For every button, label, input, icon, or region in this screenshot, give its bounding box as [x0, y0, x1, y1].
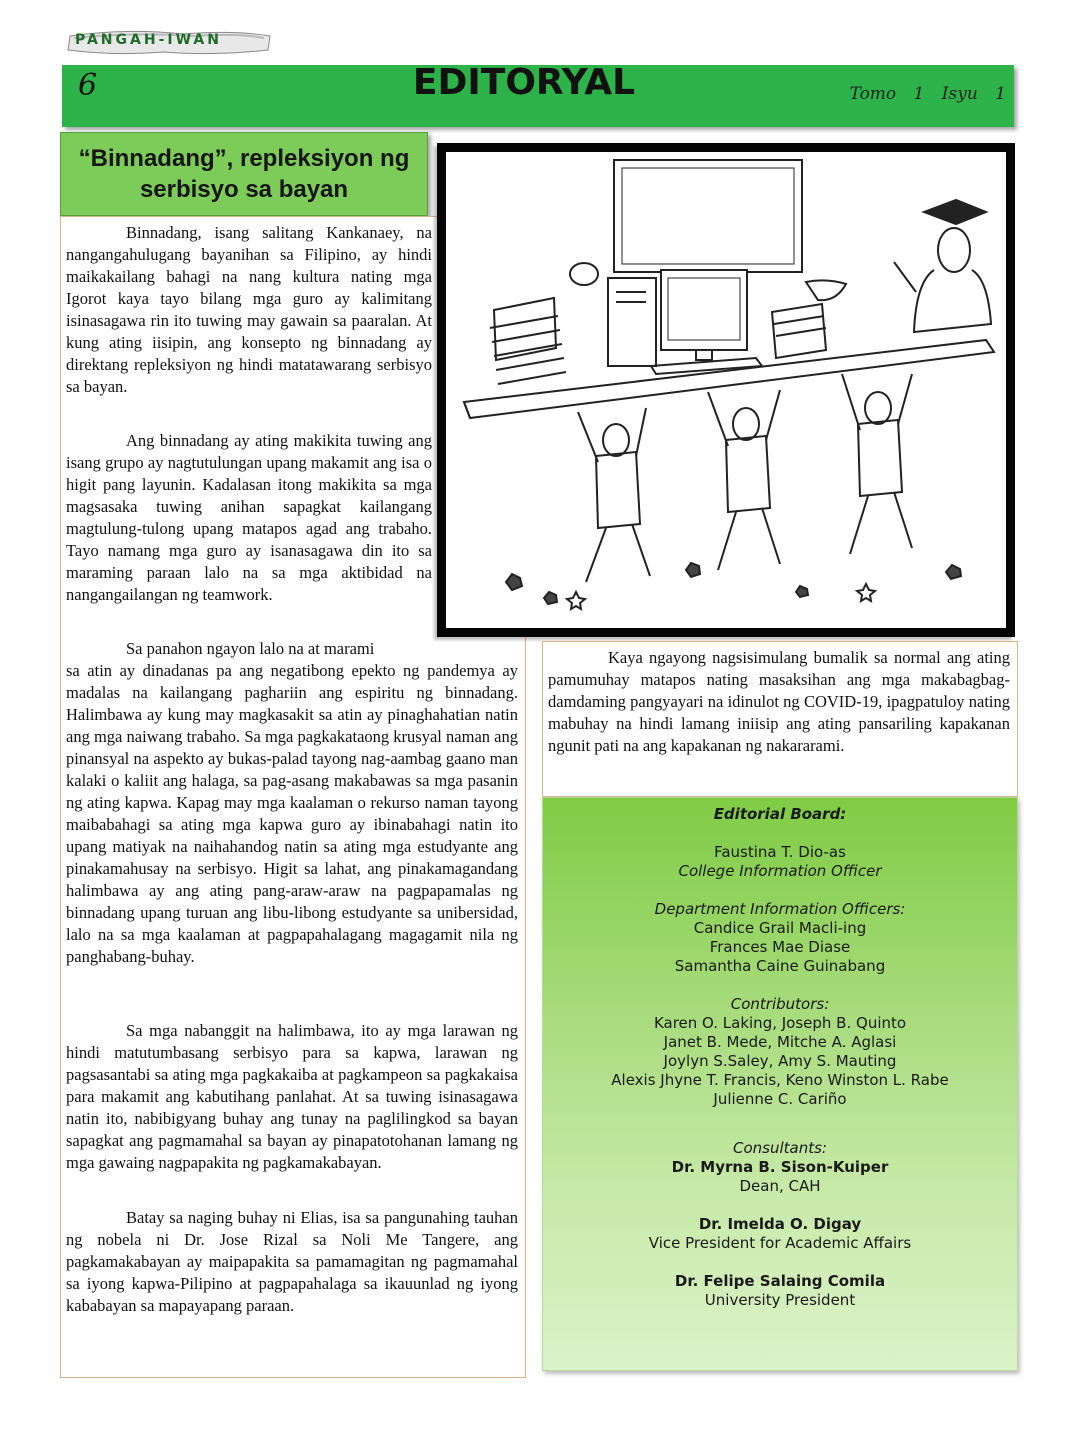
- contributor-line: Karen O. Laking, Joseph B. Quinto: [653, 1014, 907, 1032]
- consultant-name: Dr. Imelda O. Digay: [698, 1215, 862, 1233]
- editorial-illustration: [437, 143, 1015, 637]
- article-paragraph-1: Binnadang, isang salitang Kankanaey, na nangangahulugang bayanihan sa Filipino, ay hindi maikakailang bahagi na nang kultura nating mga Igorot kaya tayo bilang mga guro ay kalimitang isinasagawa rin ito tuwing may gawain sa paaralan. At kung ating iisipin, ang konsepto ng binnadang ay direktang repleksiyon ng hindi matatawarang serbisyo sa bayan.: [66, 223, 432, 396]
- contributor-line: Alexis Jhyne T. Francis, Keno Winston L. Rabe: [611, 1071, 949, 1089]
- page-number: 6: [78, 68, 98, 103]
- contributor-line: Joylyn S.Saley, Amy S. Mauting: [663, 1052, 897, 1070]
- issue-info: Tomo 1 Isyu 1: [849, 84, 1006, 104]
- article-paragraph-3-start: Sa panahon ngayon lalo na at marami: [126, 639, 375, 658]
- contributor-line: Julienne C. Cariño: [713, 1090, 847, 1108]
- article-paragraph-4: Sa mga nabanggit na halimbawa, ito ay mga larawan ng hindi matutumbasang serbisyo para sa kapwa, larawan ng pagsasantabi sa ating mga pagkakaiba at pagkampeon sa pagkakaisa para makamit ang kabutihang panlahat. At sa tuwing isinasagawa natin ito, nabibigyang buhay ang tunay na paglilingkod sa bayan sapagkat ang pagmamahal sa bayan ay pinapatotohanan lamang ng mga gawaing nagpapakita ng pagkamakabayan.: [66, 1021, 518, 1172]
- section-title: EDITORYAL: [412, 62, 636, 103]
- editorial-board: [542, 805, 1018, 1310]
- article-paragraph-5: Batay sa naging buhay ni Elias, isa sa pangunahing tauhan ng nobela ni Dr. Jose Rizal sa Noli Me Tangere, ang pagkamakabayan ay maipapakita sa pamamagitan ng pagmamahal sa iyong kapwa-Pilipino at pagpapahalaga sa ikauunlad ng iyong kababayan sa mapayapang paraan.: [66, 1208, 518, 1315]
- contributors-title: Contributors:: [730, 995, 830, 1013]
- consultant-role: Dean, CAH: [739, 1177, 821, 1195]
- closing-paragraph: Kaya ngayong nagsisimulang bumalik sa normal ang ating pamumuhay matapos nating masaksihan ang mga makabagbag-damdaming pangyayari na idinulot ng COVID-19, ipagpatuloy nating mabuhay na hindi lamang iniisip ang ating pansariling kapakanan ngunit pati na ang kapakanan ng nakararami.: [548, 648, 1010, 755]
- article-headline: “Binnadang”, repleksiyon ng serbisyo sa bayan: [60, 132, 428, 216]
- dio-name: Candice Grail Macli-ing: [693, 919, 867, 937]
- consultant-name: Dr. Felipe Salaing Comila: [674, 1272, 886, 1290]
- cio-name: Faustina T. Dio-as: [714, 843, 846, 861]
- dio-name: Samantha Caine Guinabang: [674, 957, 886, 975]
- consultant-role: University President: [704, 1291, 856, 1309]
- dio-name: Frances Mae Diase: [709, 938, 851, 956]
- consultant-name: Dr. Myrna B. Sison-Kuiper: [671, 1158, 889, 1176]
- masthead-logo-text: PANGAH-IWAN: [75, 32, 222, 48]
- contributor-line: Janet B. Mede, Mitche A. Aglasi: [663, 1033, 897, 1051]
- consultants-title: Consultants:: [733, 1139, 827, 1157]
- illustration-drawing: [446, 152, 1006, 628]
- cio-role: College Information Officer: [678, 862, 882, 880]
- article-paragraph-2: Ang binnadang ay ating makikita tuwing ang isang grupo ay nagtutulungan upang makamit ang isa o higit pang layunin. Kadalasan itong makikita sa mga magsasaka tuwing anihan sapagkat kailangang magtulung-tulong upang matapos agad ang trabaho. Tayo namang mga guro ay isanasagawa din ito sa maraming paraan lalo na sa mga aktibidad na nangangailangan ng teamwork.: [66, 431, 432, 604]
- article-paragraph-3: sa atin ay dinadanas pa ang negatibong epekto ng pandemya ay madalas na kailangang paghariin ang espiritu ng binnadang. Halimbawa ay kung may magkasakit sa atin ay pinaghahatian natin ang mga naiwang trabaho. Sa mga pagkakataong krusyal naman ang pinansyal na aspekto ay bukas-palad tayong nag-aambag gaano man kalaki o kaliit ang halaga, sa pag-asang makabawas sa mga pasanin ng ating kapwa. Kapag may mga kaalaman o rekurso naman tayong maibabahagi sa ating mga kapwa guro ay ibinabahagi natin ito upang matiyak na naihahandog natin sa ating mga estudyante ang pinakamahusay na serbisyo. Higit sa lahat, ang pinakamagandang halimbawa ay ang ating pang-araw-araw na pagpapamalas ng binnadang upang turuan ang libu-libong estudyante sa unibersidad, lalo na sa mga kaalaman at pagpapahalagang magagamit nila ng panghabang-buhay.: [66, 661, 518, 966]
- consultant-role: Vice President for Academic Affairs: [648, 1234, 912, 1252]
- dio-title: Department Information Officers:: [654, 900, 906, 918]
- board-title: Editorial Board:: [713, 805, 847, 823]
